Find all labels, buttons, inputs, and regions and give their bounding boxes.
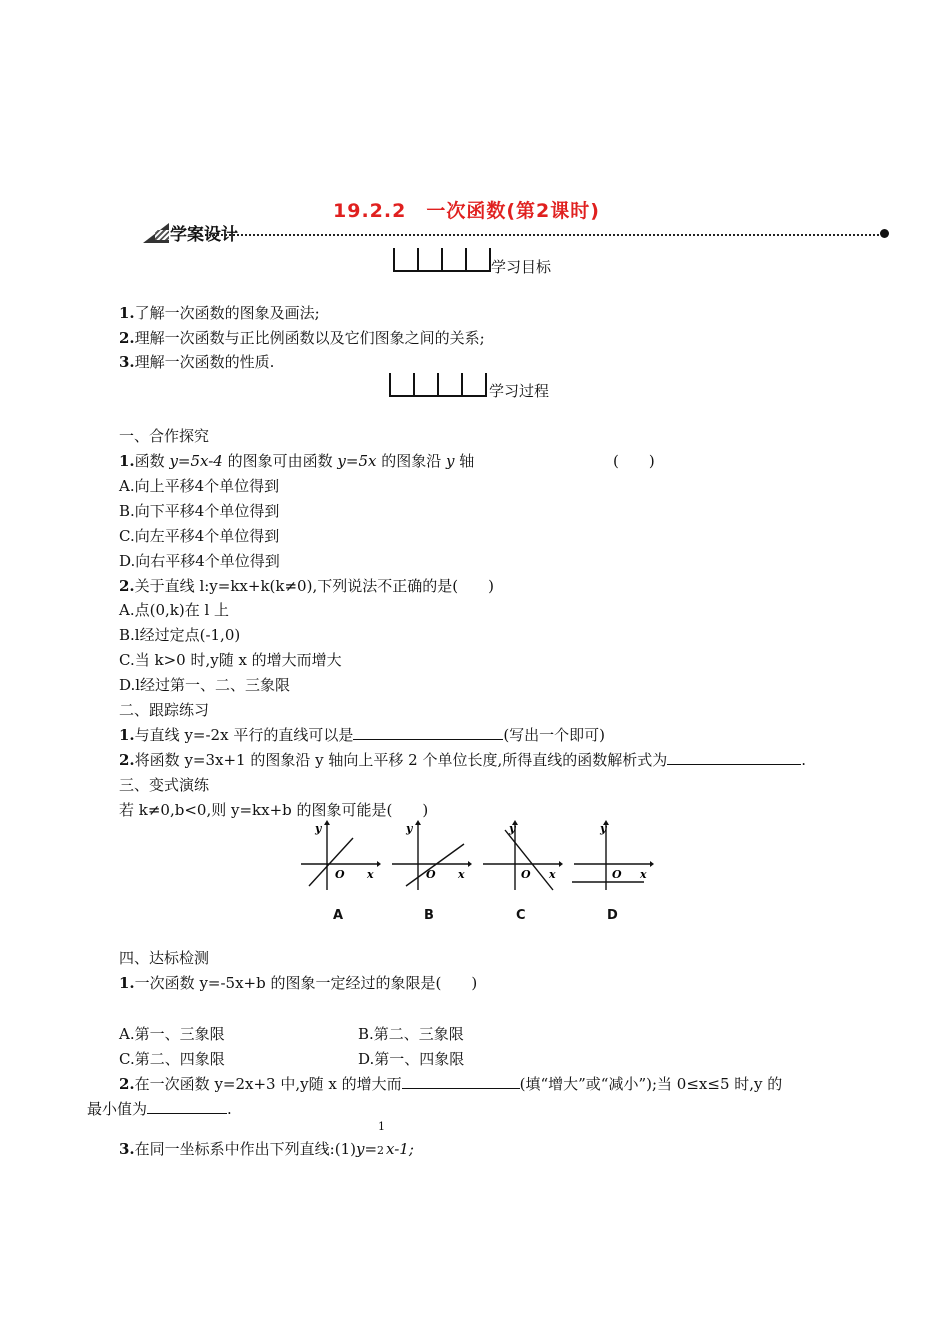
option: C.向左平移4个单位得到 (119, 527, 280, 545)
option: A.第一、三象限 (119, 1025, 225, 1043)
axis-label: x (458, 868, 465, 881)
origin-label: O (426, 868, 436, 881)
graph-label: C (516, 908, 526, 923)
goal-item: 2.理解一次函数与正比例函数以及它们图象之间的关系; (119, 329, 485, 347)
origin-label: O (335, 868, 345, 881)
part-heading: 四、达标检测 (119, 949, 210, 967)
option: D.向右平移4个单位得到 (119, 552, 280, 570)
origin-label: O (612, 868, 622, 881)
graph-b (388, 818, 472, 892)
banner-end-dot-icon (880, 229, 889, 238)
option: B.l经过定点(-1,0) (119, 626, 241, 644)
graph-label: D (607, 908, 618, 923)
question-2: 2.关于直线 l:y=kx+k(k≠0),下列说法不正确的是( ) (119, 577, 494, 595)
page-title: 19.2.2 一次函数(第2课时) (333, 200, 600, 222)
practice-2: 2.将函数 y=3x+1 的图象沿 y 轴向上平移 2 个单位长度,所得直线的函数解析式为 . (119, 751, 807, 769)
part-heading: 一、合作探究 (119, 427, 210, 445)
part-heading: 三、变式演练 (119, 776, 210, 794)
option: D.l经过第一、二、三象限 (119, 676, 291, 694)
check-2: 2.在一次函数 y=2x+3 中,y随 x 的增大而 (填“增大”或“减小”);当 0≤x≤5 时,y 的 (119, 1075, 783, 1093)
answer-paren: ( ) (613, 452, 655, 470)
check-3: 3.在同一坐标系中作出下列直线:(1)y= 1 2 x-1; (119, 1120, 414, 1158)
part-heading: 二、跟踪练习 (119, 701, 210, 719)
section-process-boxes (389, 373, 487, 397)
axis-label: y (315, 822, 322, 835)
axis-label: y (406, 822, 413, 835)
answer-blank (353, 725, 503, 740)
axis-label: x (549, 868, 556, 881)
answer-blank (667, 750, 801, 765)
option: C.当 k>0 时,y随 x 的增大而增大 (119, 651, 342, 669)
banner-hatch-icon (155, 230, 169, 240)
goal-item: 3.理解一次函数的性质. (119, 353, 275, 371)
check-1: 1.一次函数 y=-5x+b 的图象一定经过的象限是( ) (119, 974, 478, 992)
graph-c (479, 818, 563, 892)
answer-blank (147, 1099, 227, 1114)
axis-label: x (640, 868, 647, 881)
option: D.第一、四象限 (358, 1050, 465, 1068)
section-goals-heading: 学习目标 (491, 258, 552, 276)
graph-label: B (424, 908, 434, 923)
option: B.向下平移4个单位得到 (119, 502, 280, 520)
banner-dotted-rule (200, 234, 883, 236)
origin-label: O (521, 868, 531, 881)
option: A.向上平移4个单位得到 (119, 477, 280, 495)
question-1: 1.函数 y=5x-4 的图象可由函数 y=5x 的图象沿 y 轴 (119, 452, 475, 470)
practice-1: 1.与直线 y=-2x 平行的直线可以是 (写出一个即可) (119, 726, 606, 744)
section-process-heading: 学习过程 (489, 382, 550, 400)
option: A.点(0,k)在 l 上 (119, 601, 230, 619)
graph-label: A (333, 908, 344, 923)
option: B.第二、三象限 (358, 1025, 464, 1043)
answer-blank (402, 1074, 520, 1089)
option: C.第二、四象限 (119, 1050, 225, 1068)
variant-question: 若 k≠0,b<0,则 y=kx+b 的图象可能是( ) (119, 801, 429, 819)
axis-label: x (367, 868, 374, 881)
axis-label: y (509, 822, 516, 835)
check-2-line2: 最小值为 . (87, 1100, 232, 1118)
axis-label: y (600, 822, 607, 835)
graph-d (570, 818, 654, 892)
section-goals-boxes (393, 248, 491, 272)
goal-item: 1.了解一次函数的图象及画法; (119, 304, 320, 322)
banner-label: 学案设计 (170, 225, 238, 245)
graph-a (297, 818, 381, 892)
